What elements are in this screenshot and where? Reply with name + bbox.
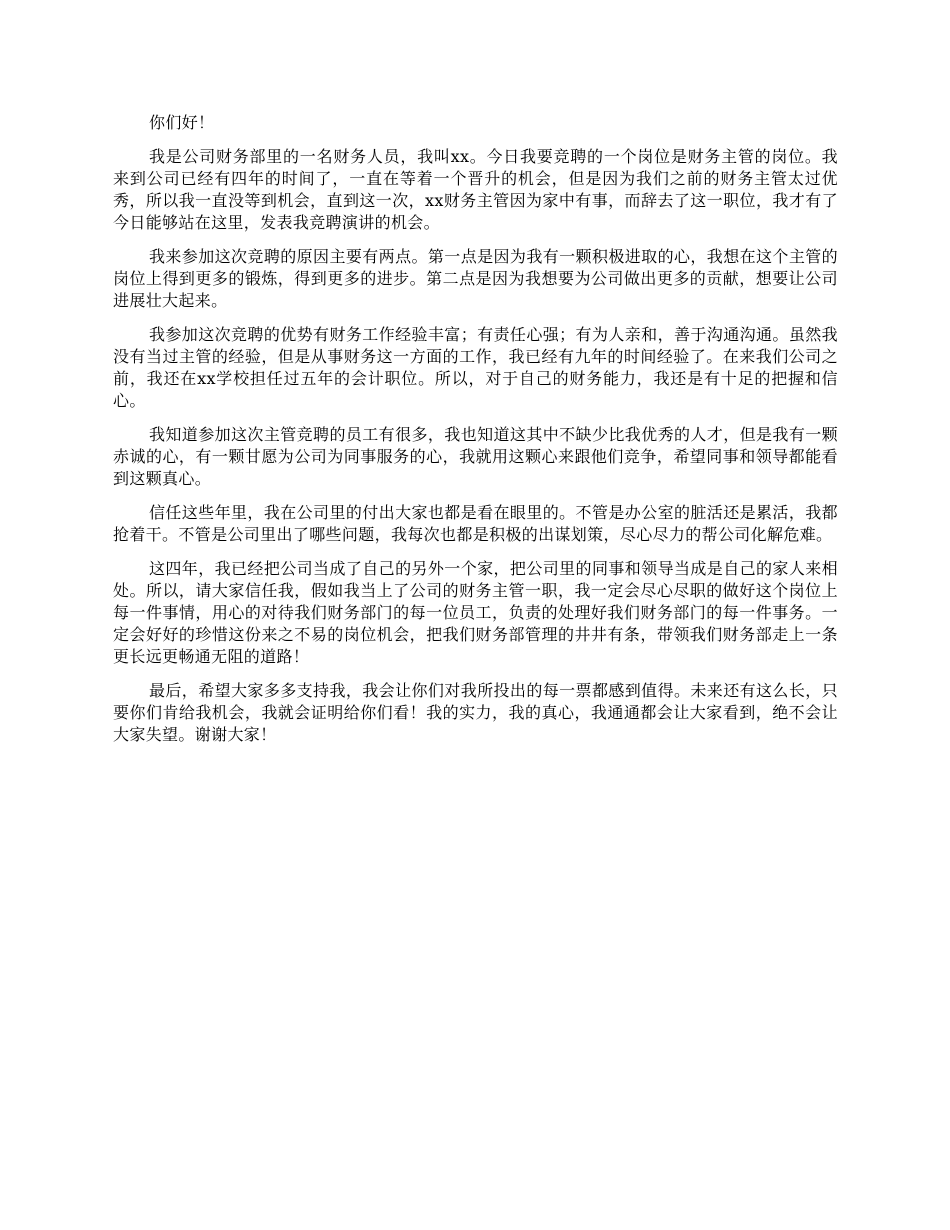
paragraph-4: 我知道参加这次主管竞聘的员工有很多，我也知道这其中不缺少比我优秀的人才，但是我有一颗赤诚的心，有一颗甘愿为公司为同事服务的心，我就用这颗心来跟他们竞争，希望同事和领导都能看到这颗真心。 — [113, 425, 838, 488]
document-body — [113, 112, 838, 758]
greeting: 你们好！ — [149, 113, 215, 132]
paragraph-1: 我是公司财务部里的一名财务人员，我叫xx。今日我要竞聘的一个岗位是财务主管的岗位。我来到公司已经有四年的时间了，一直在等着一个晋升的机会，但是因为我们之前的财务主管太过优秀，所以我一直没等到机会，直到这一次，xx财务主管因为家中有事，而辞去了这一职位，我才有了今日能够站在这里，发表我竞聘演讲的机会。 — [113, 147, 838, 232]
paragraph-7: 最后，希望大家多多支持我，我会让你们对我所投出的每一票都感到值得。未来还有这么长，只要你们肯给我机会，我就会证明给你们看！我的实力，我的真心，我通通都会让大家看到，绝不会让大家失望。谢谢大家！ — [113, 681, 838, 744]
paragraph-2: 我来参加这次竞聘的原因主要有两点。第一点是因为我有一颗积极进取的心，我想在这个主管的岗位上得到更多的锻炼，得到更多的进步。第二点是因为我想要为公司做出更多的贡献，想要让公司进展壮大起来。 — [113, 247, 838, 310]
paragraph-3: 我参加这次竞聘的优势有财务工作经验丰富；有责任心强；有为人亲和，善于沟通沟通。虽然我没有当过主管的经验，但是从事财务这一方面的工作，我已经有九年的时间经验了。在来我们公司之前，我还在xx学校担任过五年的会计职位。所以，对于自己的财务能力，我还是有十足的把握和信心。 — [113, 325, 838, 410]
paragraph-6: 这四年，我已经把公司当成了自己的另外一个家，把公司里的同事和领导当成是自己的家人来相处。所以，请大家信任我，假如我当上了公司的财务主管一职，我一定会尽心尽职的做好这个岗位上每一件事情，用心的对待我们财务部门的每一位员工，负责的处理好我们财务部门的每一件事务。一定会好好的珍惜这份来之不易的岗位机会，把我们财务部管理的井井有条，带领我们财务部走上一条更长远更畅通无阻的道路！ — [113, 559, 838, 666]
paragraph-5: 信任这些年里，我在公司里的付出大家也都是看在眼里的。不管是办公室的脏活还是累活，我都抢着干。不管是公司里出了哪些问题，我每次也都是积极的出谋划策，尽心尽力的帮公司化解危难。 — [113, 503, 838, 544]
